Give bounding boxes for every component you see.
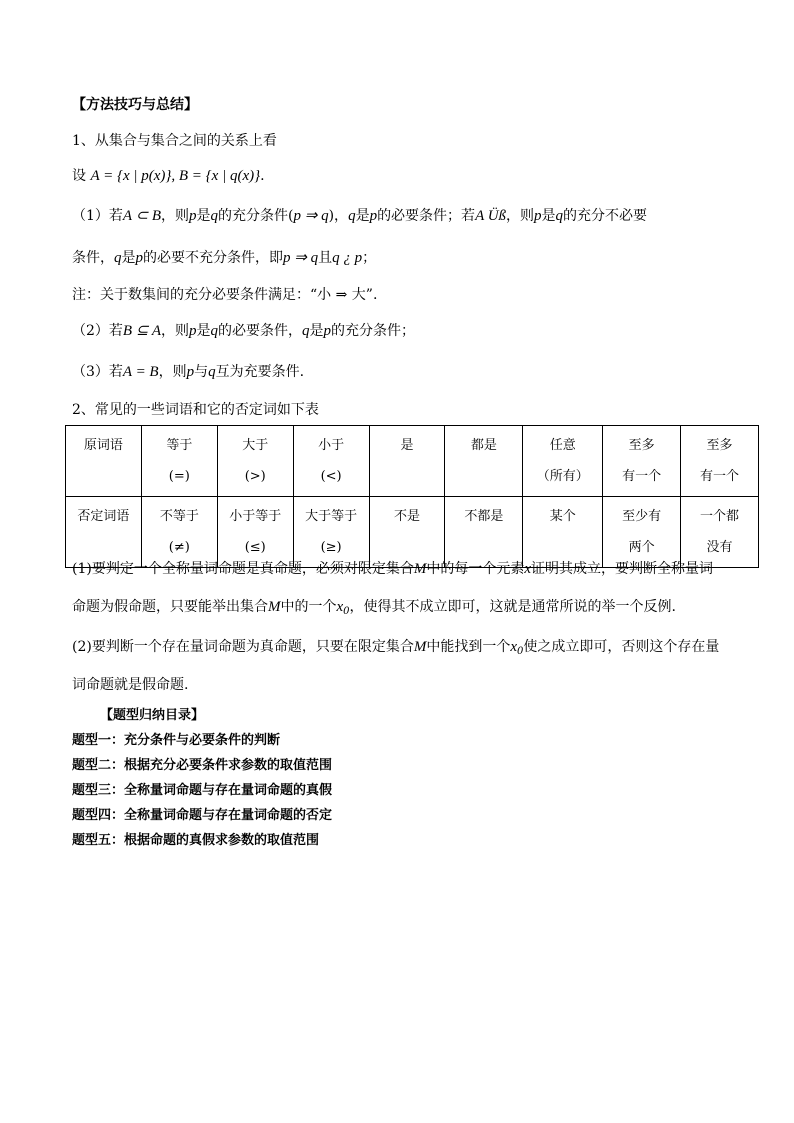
table-cell: 小于 (<) bbox=[293, 426, 369, 497]
table-cell: 大于等于 (≥) bbox=[293, 497, 369, 568]
item-1-line-1: （1）若A ⊂ B，则p是q的充分条件(p ⇒ q)，q是p的必要条件；若A Üß，则p是q的充分不必要 bbox=[72, 208, 648, 224]
set-definition bbox=[72, 166, 265, 186]
section-title: 【方法技巧与总结】 bbox=[72, 97, 198, 113]
table-cell: 都是 bbox=[445, 426, 523, 497]
table-cell: 某个 bbox=[523, 497, 603, 568]
paragraph-2-line-2: 词命题就是假命题. bbox=[72, 677, 189, 693]
item-2: （2）若B ⊆ A，则p是q的必要条件，q是p的充分条件； bbox=[72, 323, 416, 339]
toc-item: 题型五：根据命题的真假求参数的取值范围 bbox=[72, 833, 320, 848]
table-cell: 是 bbox=[369, 426, 445, 497]
set-definition-formula: A = {x | p(x)}, B = {x | q(x)} bbox=[90, 168, 261, 184]
toc-item: 题型一：充分条件与必要条件的判断 bbox=[72, 733, 281, 748]
table-cell: 任意 （所有） bbox=[523, 426, 603, 497]
table-cell: 至多 有一个 bbox=[681, 426, 759, 497]
point-1-title: 1、从集合与集合之间的关系上看 bbox=[72, 133, 277, 149]
paragraph-1-line-2: 命题为假命题，只要能举出集合M中的一个$x_0$，使得其不成立即可，这就是通常所说的举一个反例. bbox=[72, 599, 676, 617]
toc-item: 题型三：全称量词命题与存在量词命题的真假 bbox=[72, 783, 333, 798]
item-1-line-2: 条件，q是p的必要不充分条件，即p ⇒ q且q ¿ p； bbox=[72, 250, 377, 266]
table-cell: 原词语 bbox=[66, 426, 142, 497]
toc-title: 【题型归纳目录】 bbox=[100, 708, 205, 723]
negation-words-table bbox=[65, 425, 759, 568]
toc-item: 题型二：根据充分必要条件求参数的取值范围 bbox=[72, 758, 333, 773]
table-cell: 等于 (=) bbox=[141, 426, 217, 497]
set-definition-prefix: 设 bbox=[72, 168, 86, 184]
point-2-title: 2、常见的一些词语和它的否定词如下表 bbox=[72, 402, 319, 418]
set-definition-suffix: . bbox=[260, 168, 265, 184]
paragraph-2-line-1: (2)要判断一个存在量词命题为真命题，只要在限定集合M中能找到一个$x_0$使之成立即可，否则这个存在量 bbox=[72, 639, 720, 657]
table-cell: 不等于 (≠) bbox=[141, 497, 217, 568]
table-cell: 大于 (>) bbox=[217, 426, 293, 497]
table-cell: 不都是 bbox=[445, 497, 523, 568]
note-line: 注：关于数集间的充分必要条件满足：“小 ⇒ 大”. bbox=[72, 287, 378, 303]
table-row-original bbox=[66, 426, 759, 497]
table-row-negation bbox=[66, 497, 759, 568]
table-cell: 至多 有一个 bbox=[603, 426, 681, 497]
toc-item: 题型四：全称量词命题与存在量词命题的否定 bbox=[72, 808, 333, 823]
paragraph-1-line-1: (1)要判定一个全称量词命题是真命题，必须对限定集合M中的每一个元素x证明其成立，要判断全称量词 bbox=[72, 561, 714, 577]
table-cell: 小于等于 (≤) bbox=[217, 497, 293, 568]
table-cell: 至少有 两个 bbox=[603, 497, 681, 568]
table-cell: 不是 bbox=[369, 497, 445, 568]
item-3: （3）若A = B，则p与q互为充要条件. bbox=[72, 364, 305, 380]
table-cell: 一个都 没有 bbox=[681, 497, 759, 568]
table-cell: 否定词语 bbox=[66, 497, 142, 568]
